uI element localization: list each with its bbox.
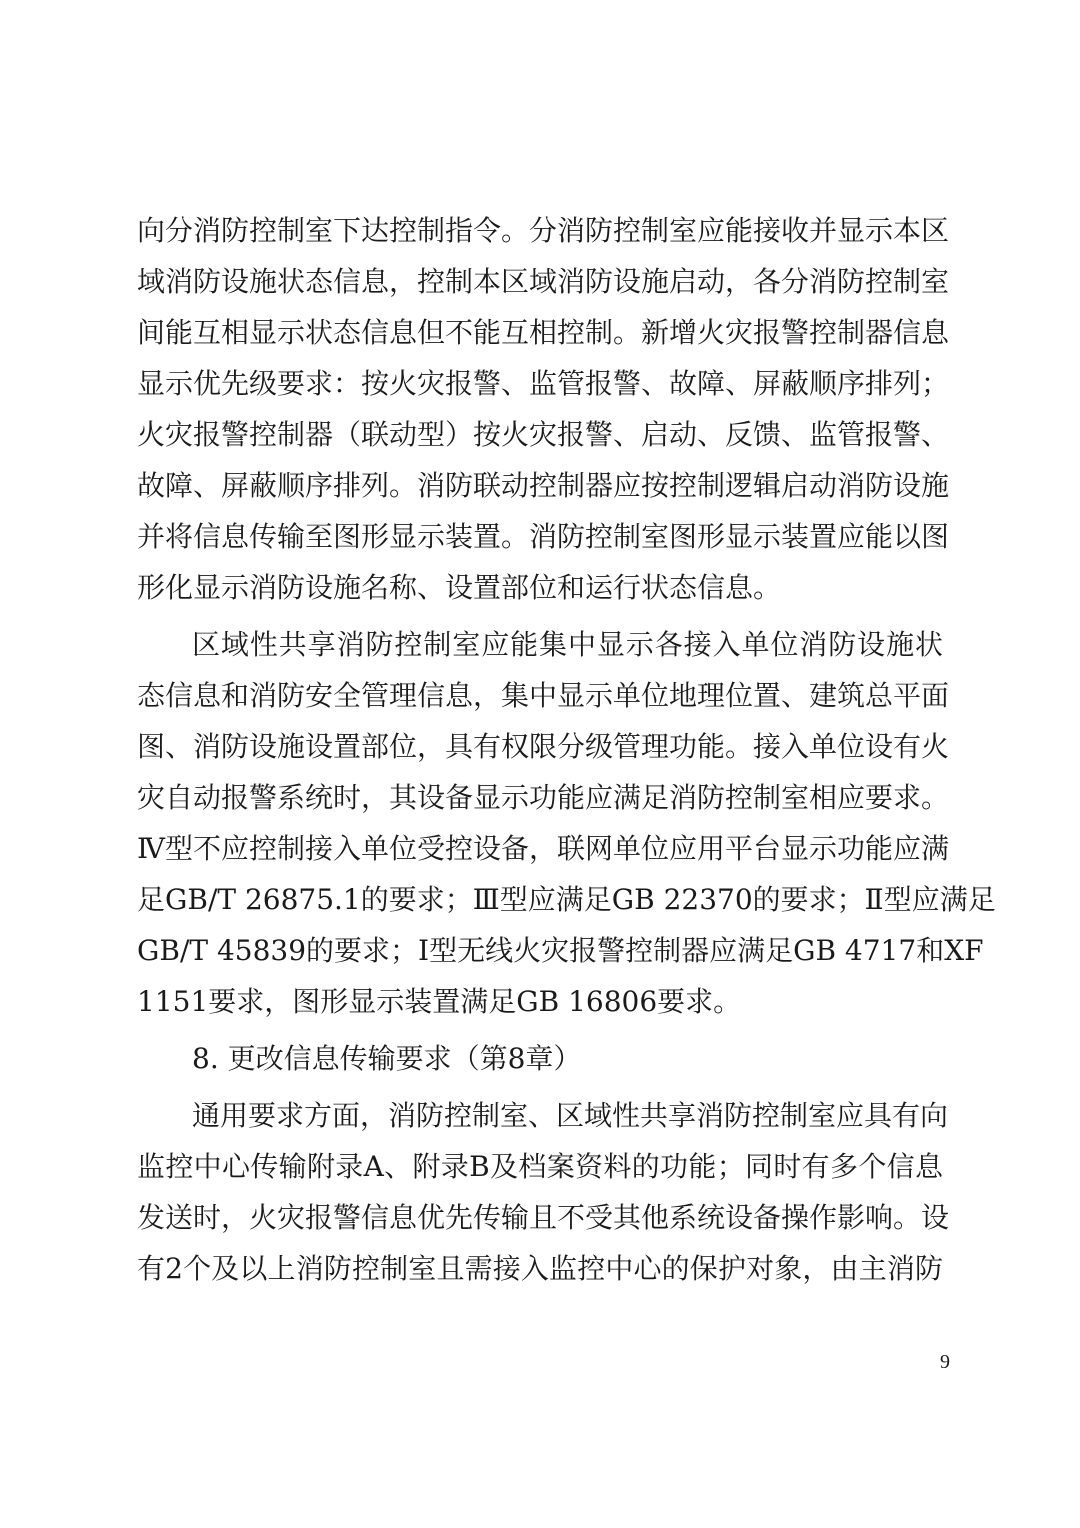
text-line: 形化显示消防设施名称、设置部位和运行状态信息。 — [137, 571, 782, 604]
text-line: 并将信息传输至图形显示装置。消防控制室图形显示装置应能以图 — [137, 520, 950, 553]
text-line: GB/T 45839的要求；Ⅰ型无线火灾报警控制器应满足GB 4717和XF — [137, 934, 984, 967]
text-line: 通用要求方面，消防控制室、区域性共享消防控制室应具有向 — [192, 1099, 949, 1132]
text-line: 间能互相显示状态信息但不能互相控制。新增火灾报警控制器信息 — [137, 316, 950, 349]
text-line: 灾自动报警系统时，其设备显示功能应满足消防控制室相应要求。 — [137, 781, 950, 814]
text-line: 区域性共享消防控制室应能集中显示各接入单位消防设施状 — [192, 628, 943, 661]
text-line: 故障、屏蔽顺序排列。消防联动控制器应按控制逻辑启动消防设施 — [137, 469, 950, 502]
text-line: 发送时，火灾报警信息优先传输且不受其他系统设备操作影响。设 — [137, 1201, 950, 1234]
text-line: Ⅳ型不应控制接入单位受控设备，联网单位应用平台显示功能应满 — [137, 832, 949, 865]
text-line: 火灾报警控制器（联动型）按火灾报警、启动、反馈、监管报警、 — [137, 418, 950, 451]
text-line: 监控中心传输附录A、附录B及档案资料的功能；同时有多个信息 — [137, 1150, 943, 1183]
text-line: 足GB/T 26875.1的要求；Ⅲ型应满足GB 22370的要求；Ⅱ型应满足 — [137, 883, 996, 916]
text-line: 态信息和消防安全管理信息，集中显示单位地理位置、建筑总平面 — [137, 679, 950, 712]
text-line: 显示优先级要求：按火灾报警、监管报警、故障、屏蔽顺序排列； — [137, 367, 950, 400]
text-line: 域消防设施状态信息，控制本区域消防设施启动，各分消防控制室 — [137, 265, 950, 298]
text-line: 1151要求，图形显示装置满足GB 16806要求。 — [137, 985, 742, 1018]
text-line: 图、消防设施设置部位，具有权限分级管理功能。接入单位设有火 — [137, 730, 950, 763]
text-line: 有2个及以上消防控制室且需接入监控中心的保护对象，由主消防 — [137, 1252, 943, 1285]
section-heading: 8. 更改信息传输要求（第8章） — [192, 1042, 582, 1075]
text-line: 向分消防控制室下达控制指令。分消防控制室应能接收并显示本区 — [137, 214, 950, 247]
page-number: 9 — [940, 1351, 950, 1373]
